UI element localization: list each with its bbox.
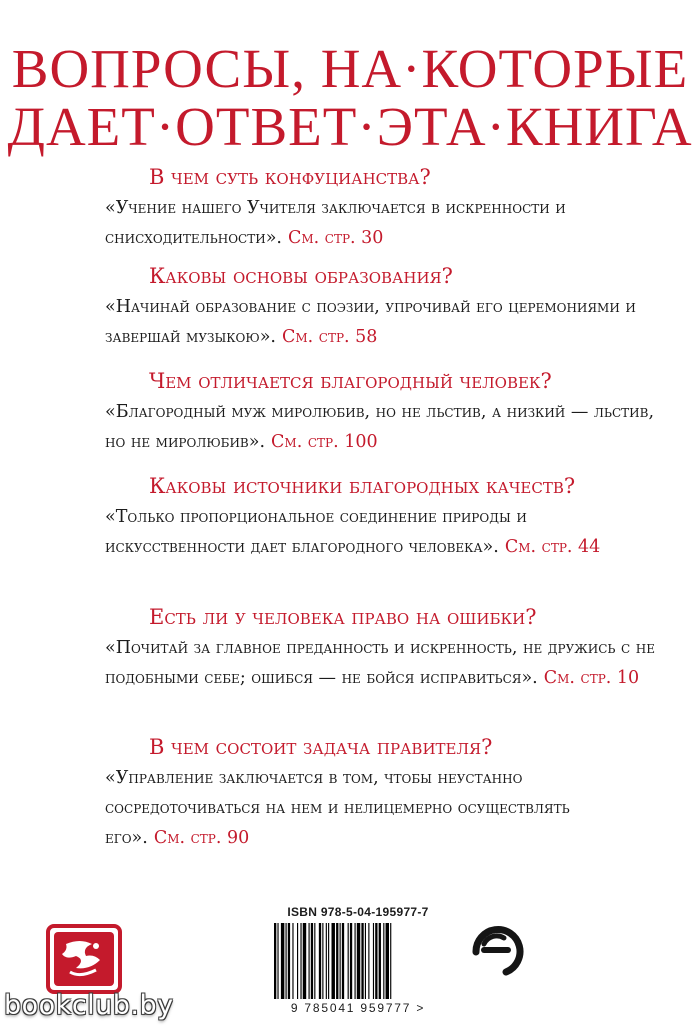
page-ref-4: См. стр. 44 [504,537,601,557]
title-line-2: ДАЕТ·ОТВЕТ·ЭТА·КНИГА [7,96,693,157]
watermark: bookclub.by [4,990,174,1021]
barcode-bars [270,923,446,1003]
answer-text-3: «Благородный муж миролюбив, но не льстив, а низкий — льстив, но не миролюбив». [105,402,655,452]
title-line-1: ВОПРОСЫ, НА·КОТОРЫЕ [11,38,689,99]
answer-text-2: «Начинай образование с поэзии, упрочивай его церемониями и завершай музыкою». [105,297,636,347]
answer-text-5: «Почитай за главное преданность и искренность, не дружись с не подобными себе; ошибся — не бойся исправиться». [105,638,656,688]
eksmo-logo-icon [466,918,528,984]
barcode [268,905,448,1020]
page-title [0,40,700,156]
qa-block-3 [105,367,665,457]
page-ref-5: См. стр. 10 [543,668,640,688]
question-6: В чем состоит задача правителя? [149,735,493,759]
answer-3 [105,397,665,457]
question-5: Есть ли у человека право на ошибки? [149,605,537,629]
page-ref-1: См. стр. 30 [287,228,384,248]
page-ref-3: См. стр. 100 [271,432,378,452]
seal-logo-icon [44,922,124,1000]
page-ref-6: См. стр. 90 [153,828,250,848]
qa-block-1 [105,163,665,253]
answer-text-4: «Только пропорциональное соединение природы и искусственности дает благородного человека». [105,507,527,557]
answer-text-6: «Управление заключается в том, чтобы неустанно сосредоточиваться на нем и нелицемерно осуществлять его». [105,768,570,848]
answer-6 [105,763,665,853]
qa-block-6 [105,733,665,853]
qa-block-4 [105,472,665,562]
question-4: Каковы источники благородных качеств? [149,474,576,498]
answer-4 [105,502,665,562]
answer-1 [105,193,665,253]
qa-block-2 [105,262,665,352]
answer-2 [105,292,665,352]
question-1: В чем суть конфуцианства? [149,165,431,189]
question-3: Чем отличается благородный человек? [149,369,552,393]
qa-block-5 [105,603,665,693]
barcode-digits: 9 785041 959777 > [290,1001,426,1015]
question-2: Каковы основы образования? [149,264,453,288]
page-ref-2: См. стр. 58 [281,327,378,347]
isbn-text: ISBN 978-5-04-195977-7 [287,905,429,919]
answer-5 [105,633,665,693]
answer-text-1: «Учение нашего Учителя заключается в искренности и снисходительности». [105,198,566,248]
